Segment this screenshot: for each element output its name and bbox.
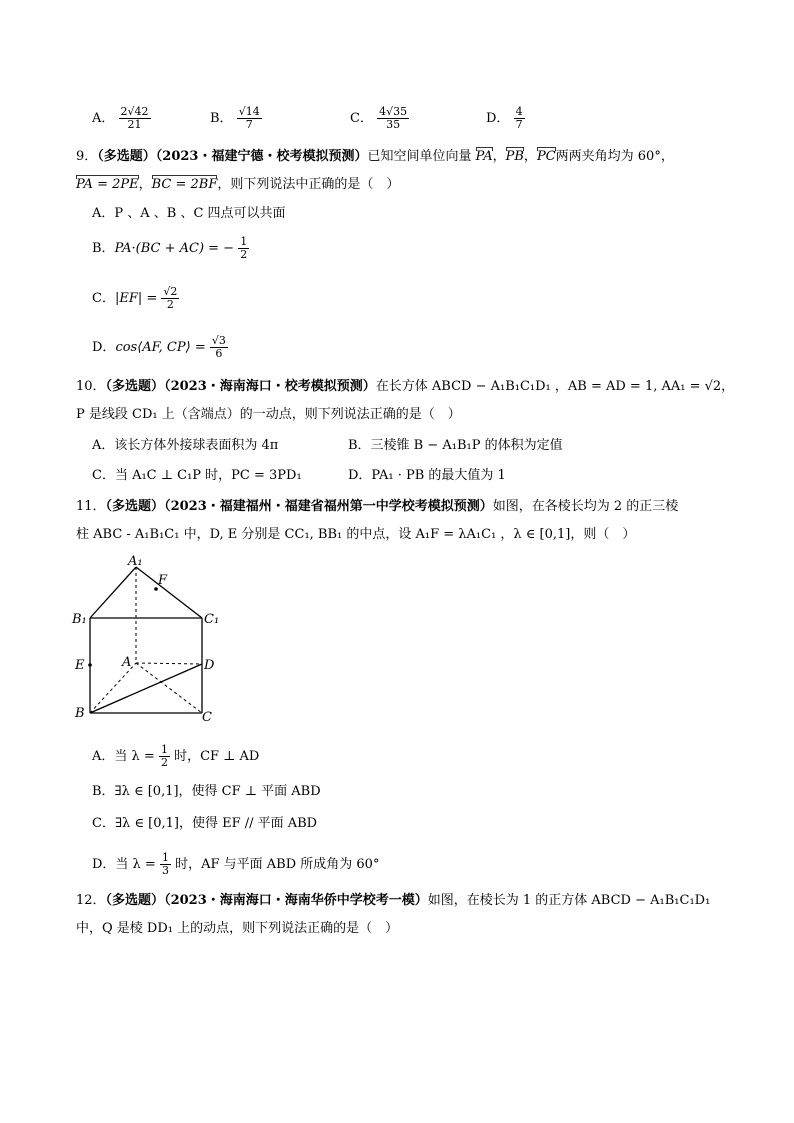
- vector-pa: PA: [475, 149, 493, 164]
- option-label: C．: [350, 111, 373, 126]
- edge-a1c1: [136, 567, 202, 618]
- label-e: E: [75, 658, 85, 673]
- q9-stem-line2: PA = 2PE，BC = 2BF，则下列说法中正确的是（ ）: [76, 177, 400, 192]
- fraction: $\frac{1}{2}$: [240, 235, 248, 261]
- option-label: A．: [92, 111, 115, 126]
- prism-figure: [70, 555, 230, 730]
- edge-a1b1: [90, 567, 136, 618]
- q11-option-b[interactable]: B．∃λ ∈ [0,1]，使得 CF ⊥ 平面 ABD: [92, 784, 321, 799]
- label-a1: A₁: [128, 555, 143, 569]
- label-d: D: [204, 658, 215, 673]
- fraction: $\frac{2√42}{21}$: [120, 105, 149, 131]
- label-a: A: [122, 655, 132, 670]
- q9-option-c[interactable]: C．|EF| = $\frac{√2}{2}$: [92, 285, 178, 311]
- q10-option-d[interactable]: D．PA₁ · PB 的最大值为 1: [348, 468, 506, 483]
- q10-stem-line2: P 是线段 CD₁ 上（含端点）的一动点，则下列说法正确的是（ ）: [76, 407, 461, 422]
- fraction: $\frac{4√35}{35}$: [379, 105, 408, 131]
- q11-stem-line1: 11．（多选题）（2023・福建福州・福建省福州第一中学校考模拟预测）如图，在各棱长均为 2 的正三棱: [76, 499, 679, 514]
- fraction: $\frac{√14}{7}$: [238, 105, 260, 131]
- edge-ab: [90, 663, 136, 713]
- label-b: B: [75, 706, 85, 721]
- label-c: C: [202, 710, 212, 725]
- segment-ad: [136, 663, 202, 664]
- q9-option-a[interactable]: A．P 、A 、B 、C 四点可以共面: [92, 206, 286, 221]
- q11-option-d[interactable]: D．当 λ = $\frac{1}{3}$ 时，AF 与平面 ABD 所成角为 60°: [92, 851, 380, 877]
- fraction: $\frac{1}{2}$: [160, 743, 168, 769]
- q10-option-b[interactable]: B．三棱锥 B − A₁B₁P 的体积为定值: [348, 438, 563, 453]
- label-c1: C₁: [204, 612, 220, 627]
- q9-stem-line1: 9．（多选题）（2023・福建宁德・校考模拟预测）已知空间单位向量 PA，PB，PC两两夹角均为 60°，: [76, 149, 674, 164]
- q10-stem-line1: 10．（多选题）（2023・海南海口・校考模拟预测）在长方体 ABCD − A₁B₁C₁D₁ ，AB = AD = 1, AA₁ = √2，: [76, 379, 735, 394]
- fraction: $\frac{√3}{6}$: [211, 334, 226, 360]
- label-f: F: [158, 573, 168, 588]
- fraction: $\frac{1}{3}$: [161, 851, 169, 877]
- fraction: $\frac{4}{7}$: [515, 105, 523, 131]
- q8-option-b[interactable]: [210, 106, 262, 131]
- q9-option-d[interactable]: D．cos⟨AF, CP⟩ = $\frac{√3}{6}$: [92, 334, 226, 360]
- q8-option-c[interactable]: [350, 106, 409, 131]
- vector-pc: PC: [536, 149, 556, 164]
- q8-option-a[interactable]: [92, 106, 151, 131]
- fraction: $\frac{√2}{2}$: [163, 285, 178, 311]
- segment-bd: [90, 664, 202, 713]
- option-label: D．: [486, 111, 510, 126]
- point-e: [88, 663, 92, 667]
- option-label: B．: [210, 111, 233, 126]
- vector-pb: PB: [505, 149, 524, 164]
- label-b1: B₁: [72, 612, 87, 627]
- q10-option-a[interactable]: A．该长方体外接球表面积为 4π: [92, 438, 279, 453]
- q11-option-a[interactable]: A．当 λ = $\frac{1}{2}$ 时，CF ⊥ AD: [92, 743, 260, 769]
- q12-stem-line2: 中，Q 是棱 DD₁ 上的动点，则下列说法正确的是（ ）: [76, 921, 399, 936]
- q8-option-d[interactable]: [486, 106, 525, 131]
- q12-stem-line1: 12．（多选题）（2023・海南海口・海南华侨中学校考一模）如图，在棱长为 1 的正方体 ABCD − A₁B₁C₁D₁: [76, 893, 711, 908]
- q11-stem-line2: 柱 ABC - A₁B₁C₁ 中，D, E 分别是 CC₁, BB₁ 的中点，设 A₁F = λA₁C₁ ，λ ∈ [0,1]，则（ ）: [76, 527, 636, 542]
- q10-option-c[interactable]: C．当 A₁C ⊥ C₁P 时，PC = 3PD₁: [92, 468, 302, 483]
- q11-option-c[interactable]: C．∃λ ∈ [0,1]，使得 EF // 平面 ABD: [92, 816, 318, 831]
- q9-option-b[interactable]: B．PA·(BC + AC) = − $\frac{1}{2}$: [92, 235, 248, 261]
